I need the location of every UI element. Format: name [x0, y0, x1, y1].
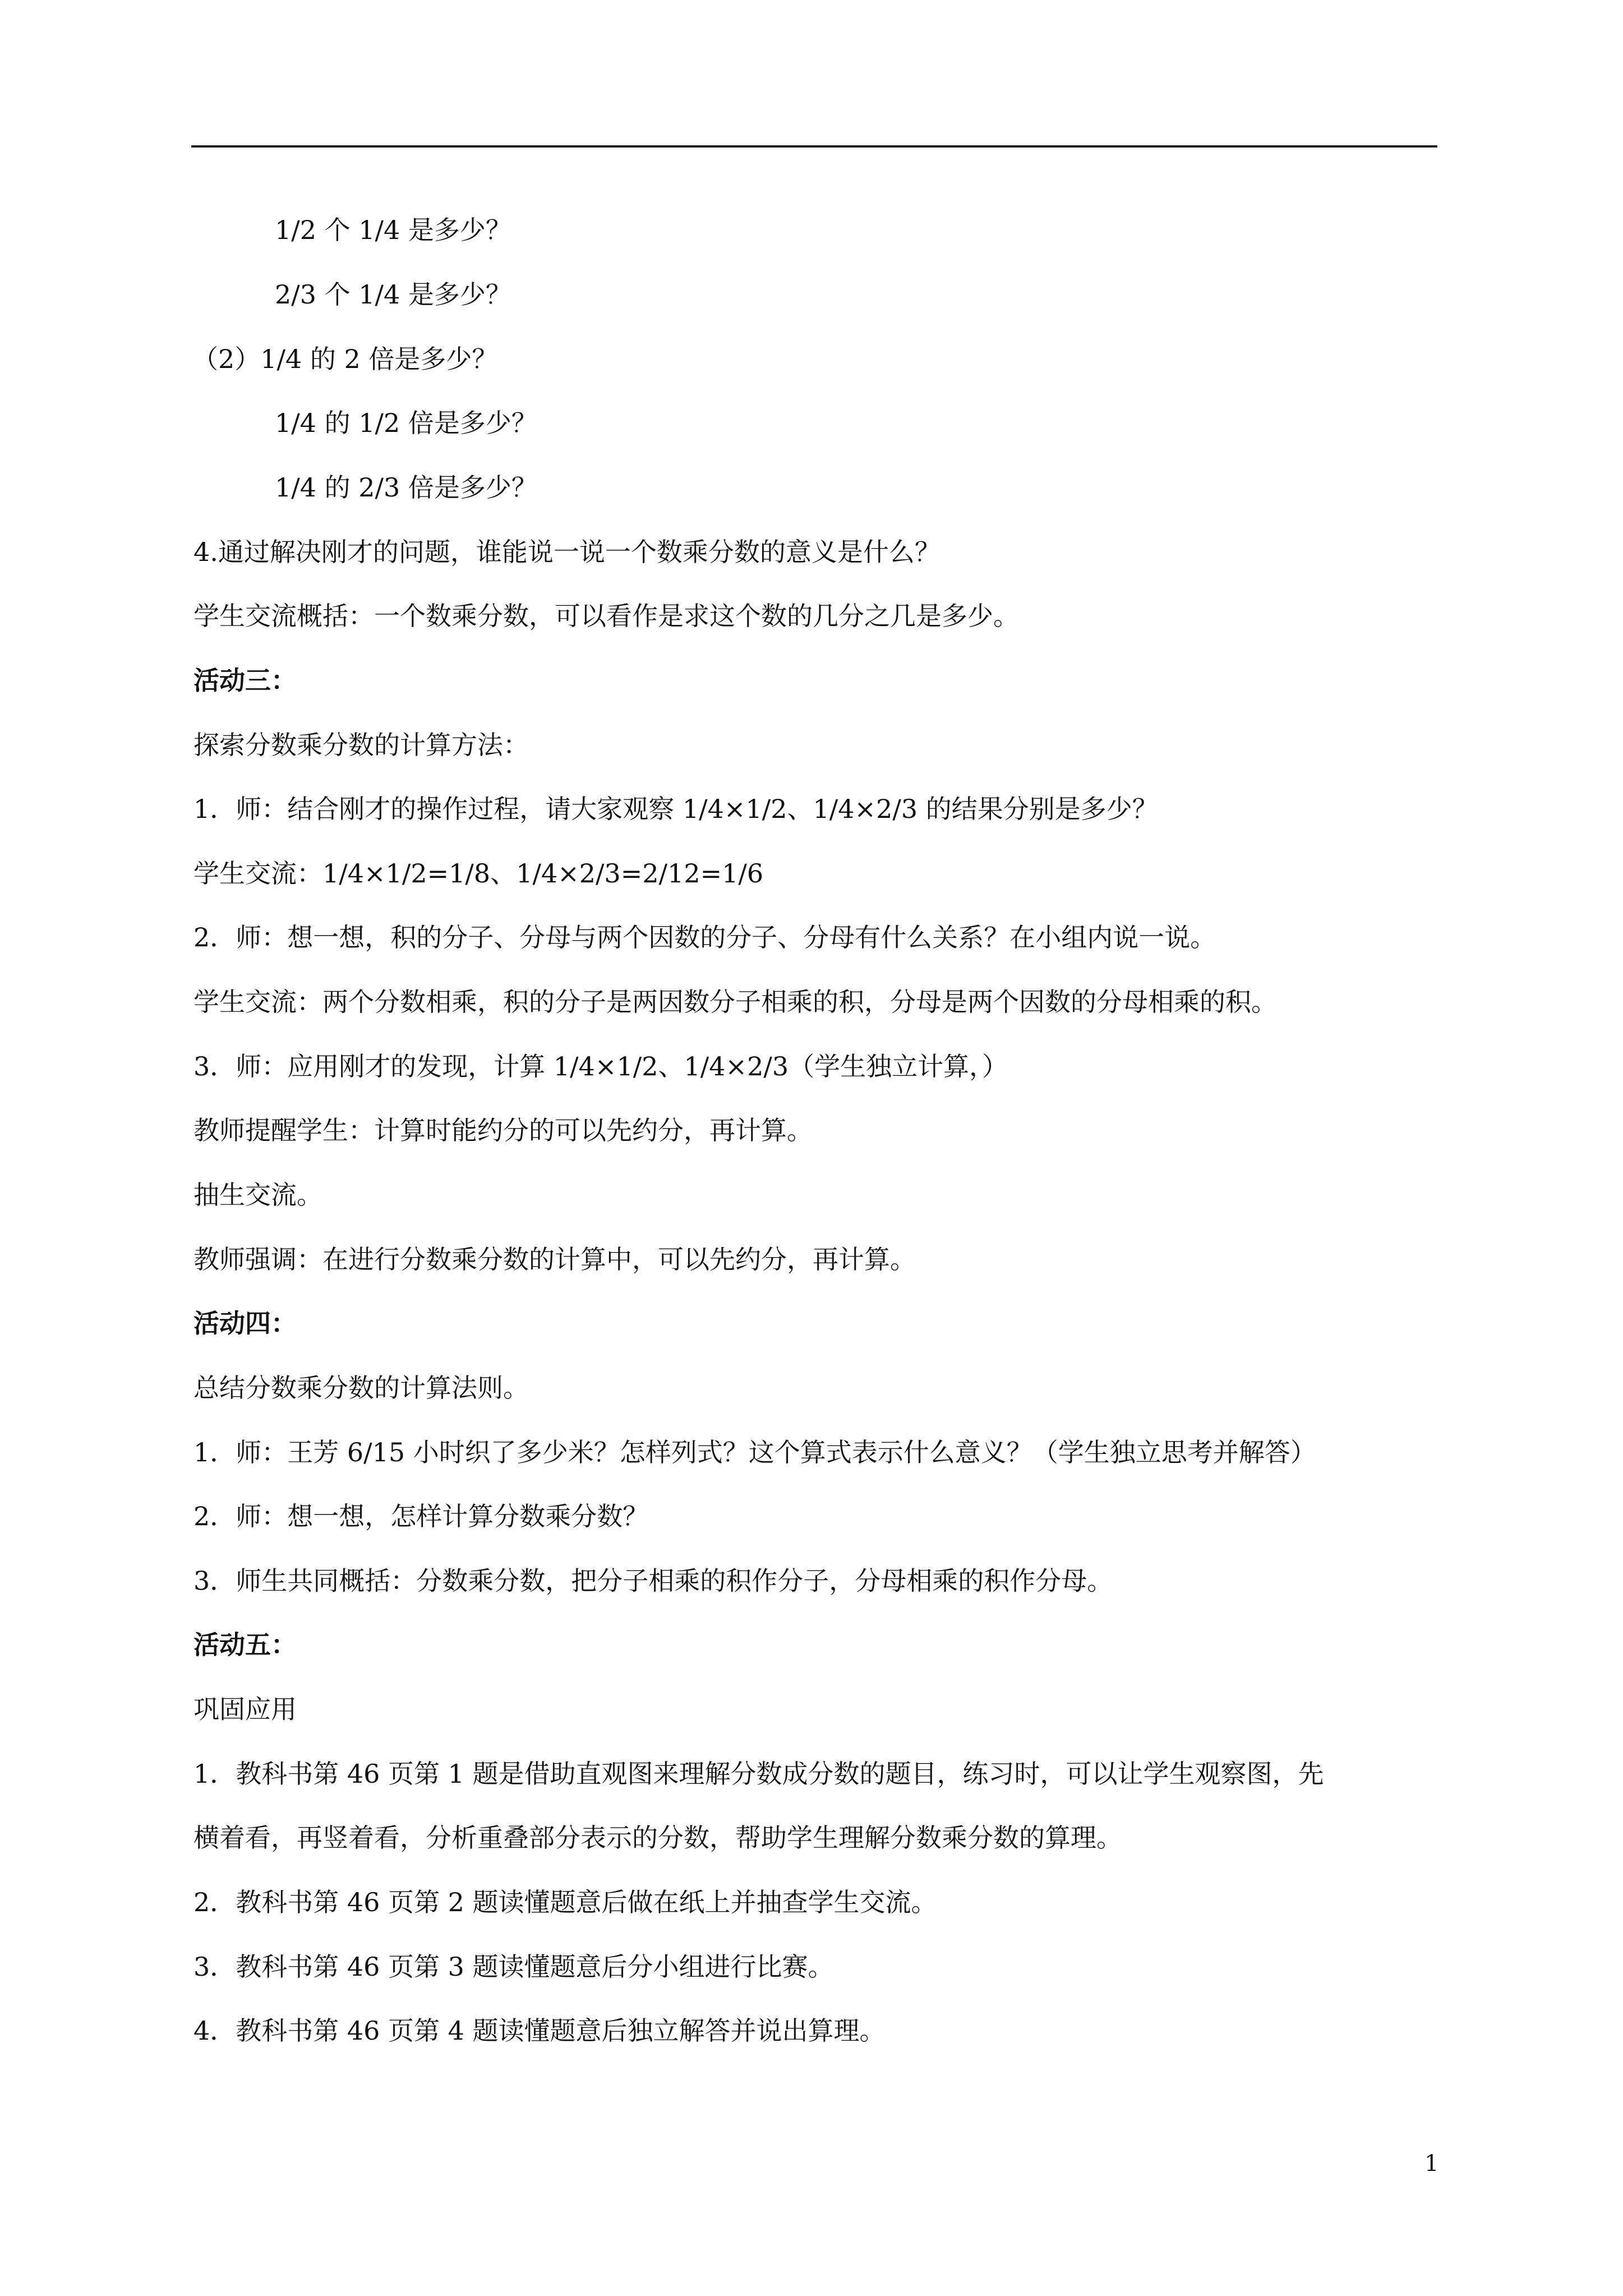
text-line: 学生交流：1/4×1/2=1/8、1/4×2/3=2/12=1/6: [193, 858, 764, 889]
page-number: 1: [1424, 2151, 1439, 2177]
text-line: 4.通过解决刚才的问题，谁能说一说一个数乘分数的意义是什么？: [193, 537, 940, 567]
text-line: 抽生交流。: [193, 1180, 322, 1210]
section-heading: 活动四：: [193, 1308, 297, 1338]
text-line: 1．师：结合刚才的操作过程，请大家观察 1/4×1/2、1/4×2/3 的结果分别是多少？: [193, 794, 1158, 824]
text-line: 教师提醒学生：计算时能约分的可以先约分，再计算。: [193, 1115, 813, 1145]
text-line: 2．师：想一想，怎样计算分数乘分数？: [193, 1501, 649, 1531]
text-line: 总结分数乘分数的计算法则。: [193, 1373, 529, 1403]
text-line: 1．教科书第 46 页第 1 题是借助直观图来理解分数成分数的题目，练习时，可以让学生观察图，先: [193, 1759, 1324, 1789]
text-line: 1/4 的 2/3 倍是多少？: [275, 472, 537, 503]
text-line: 4．教科书第 46 页第 4 题读懂题意后独立解答并说出算理。: [193, 2016, 886, 2046]
text-line: 教师强调：在进行分数乘分数的计算中，可以先约分，再计算。: [193, 1244, 916, 1274]
text-line: 1/2 个 1/4 是多少？: [275, 215, 511, 245]
text-line: 巩固应用: [193, 1694, 297, 1724]
header-rule: [191, 145, 1437, 148]
section-heading: 活动三：: [193, 665, 297, 696]
text-line: 横着看，再竖着看，分析重叠部分表示的分数，帮助学生理解分数乘分数的算理。: [193, 1823, 1122, 1853]
text-line: 学生交流概括：一个数乘分数，可以看作是求这个数的几分之几是多少。: [193, 601, 1019, 631]
text-line: 3．师：应用刚才的发现，计算 1/4×1/2、1/4×2/3（学生独立计算，）: [193, 1051, 1008, 1082]
text-line: 学生交流：两个分数相乘，积的分子是两因数分子相乘的积，分母是两个因数的分母相乘的积。: [193, 987, 1277, 1017]
text-line: 3．师生共同概括：分数乘分数，把分子相乘的积作分子，分母相乘的积作分母。: [193, 1566, 1113, 1596]
section-heading: 活动五：: [193, 1630, 297, 1660]
text-line: 2/3 个 1/4 是多少？: [275, 279, 511, 310]
text-line: （2）1/4 的 2 倍是多少？: [192, 344, 498, 374]
text-line: 2．教科书第 46 页第 2 题读懂题意后做在纸上并抽查学生交流。: [193, 1887, 937, 1917]
text-line: 3．教科书第 46 页第 3 题读懂题意后分小组进行比赛。: [193, 1952, 834, 1982]
text-line: 1/4 的 1/2 倍是多少？: [275, 408, 537, 438]
text-line: 1．师：王芳 6/15 小时织了多少米？怎样列式？这个算式表示什么意义？（学生独立思考并解答）: [193, 1437, 1316, 1467]
text-line: 探索分数乘分数的计算方法：: [193, 730, 529, 760]
text-line: 2．师：想一想，积的分子、分母与两个因数的分子、分母有什么关系？在小组内说一说。: [193, 922, 1216, 953]
